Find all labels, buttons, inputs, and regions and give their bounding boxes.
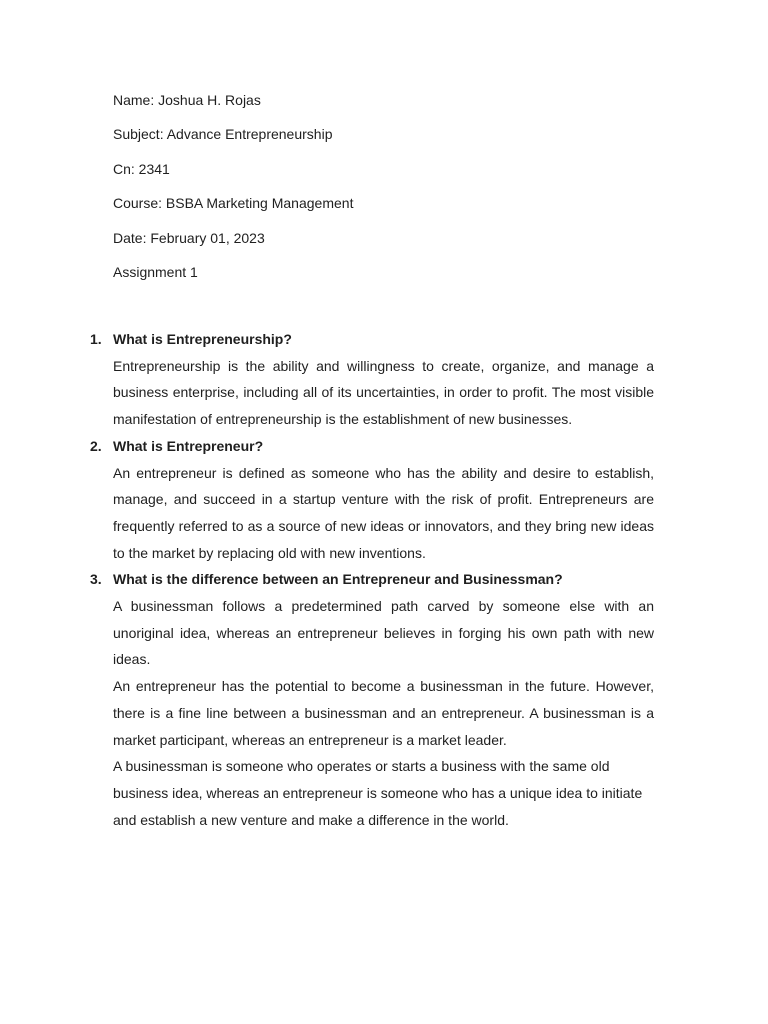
question-3 <box>0 566 768 593</box>
question-text: What is Entrepreneur? <box>113 437 264 454</box>
answer-1-paragraph-1: Entrepreneurship is the ability and willingness to create, organize, and manage a business enterprise, including all of its uncertainties, in order to profit. The most visible manifestation of entrepreneurship is the establishment of new businesses. <box>113 357 654 428</box>
answer-2-paragraph-1: An entrepreneur is defined as someone who has the ability and desire to establish, manage, and succeed in a startup venture with the risk of profit. Entrepreneurs are frequently referred to as a source of new ideas or innovators, and they bring new ideas to the market by replacing old with new inventions. <box>113 464 654 561</box>
question-number: 1. <box>90 331 102 347</box>
subject-line: Subject: Advance Entrepreneurship <box>113 126 333 143</box>
question-text: What is Entrepreneurship? <box>113 331 292 347</box>
questions-list <box>0 326 768 833</box>
assignment-title: Assignment 1 <box>113 263 198 280</box>
question-number: 3. <box>90 571 102 588</box>
question-text: What is the difference between an Entrepreneur and Businessman? <box>113 571 563 588</box>
question-number: 2. <box>90 437 102 454</box>
question-1 <box>0 326 768 353</box>
answer-3-paragraph-3: A businessman is someone who operates or starts a business with the same old business idea, whereas an entrepreneur is someone who has a unique idea to initiate and establish a new venture and make a difference in the world. <box>113 758 643 828</box>
answer-3-paragraph-2: An entrepreneur has the potential to become a businessman in the future. However, there is a fine line between a businessman and an entrepreneur. A businessman is a market participant, whereas an entrepreneur is a market leader. <box>113 678 654 748</box>
document-header <box>113 92 673 298</box>
date-line: Date: February 01, 2023 <box>113 229 265 246</box>
question-2 <box>0 433 768 460</box>
student-name: Name: Joshua H. Rojas <box>113 92 261 108</box>
cn-line: Cn: 2341 <box>113 160 170 177</box>
course-line: Course: BSBA Marketing Management <box>113 195 354 212</box>
answer-3-paragraph-1: A businessman follows a predetermined path carved by someone else with an unoriginal idea, whereas an entrepreneur believes in forging his own path with new ideas. <box>113 598 654 668</box>
